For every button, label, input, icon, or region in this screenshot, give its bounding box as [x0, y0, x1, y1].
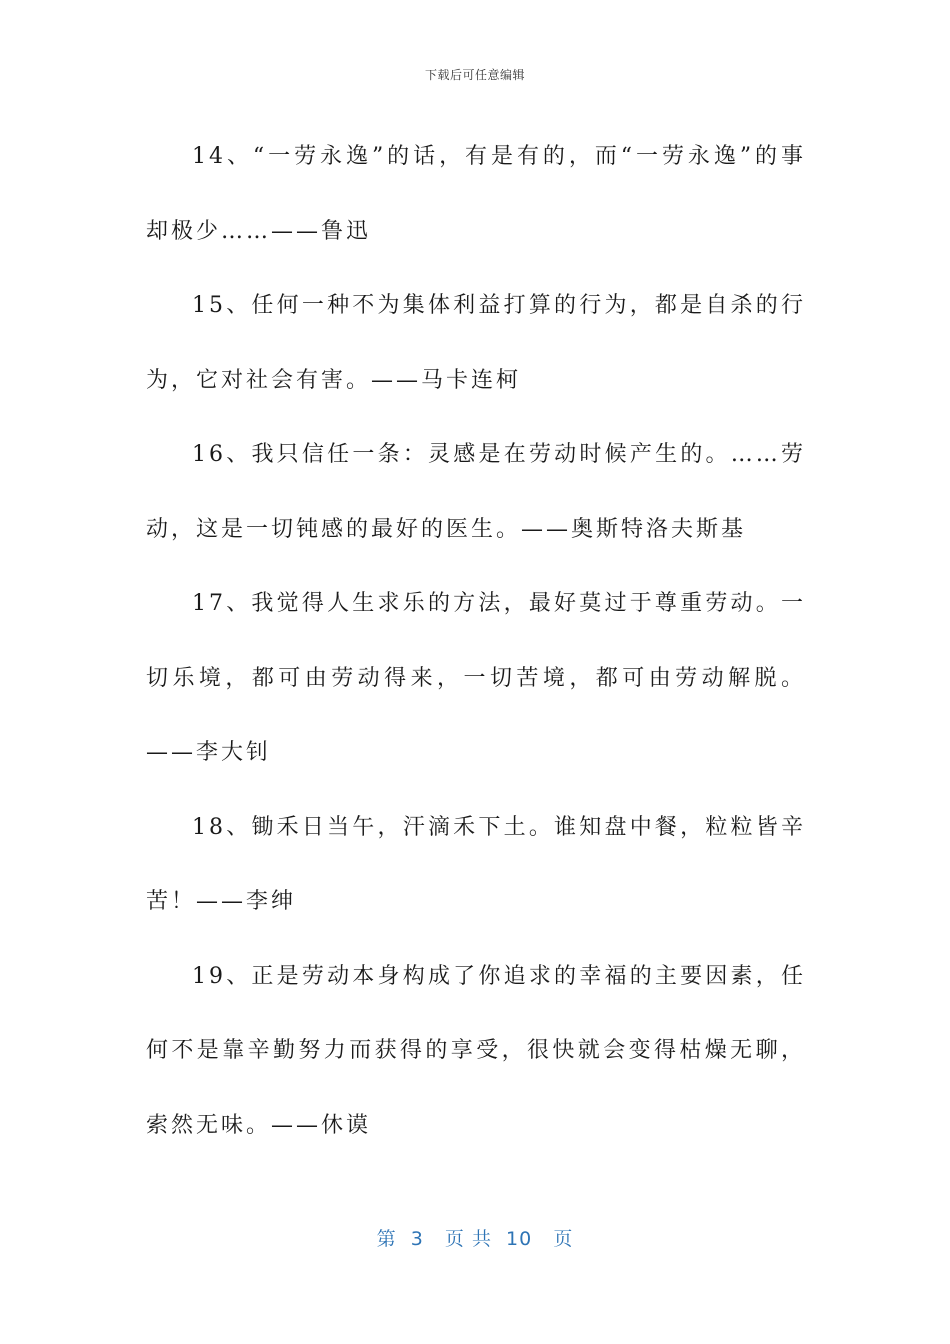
- quote-paragraph-19: 19、正是劳动本身构成了你追求的幸福的主要因素，任何不是靠辛勤努力而获得的享受，很快就会变得枯燥无聊，索然无味。——休谟: [146, 963, 806, 1138]
- page-number-footer: 第 3 页 共 10 页: [376, 1228, 574, 1250]
- header-note: 下载后可任意编辑: [424, 68, 525, 82]
- quote-paragraph-14: 14、“一劳永逸”的话，有是有的，而“一劳永逸”的事却极少……——鲁迅: [146, 144, 806, 244]
- quote-paragraph-15: 15、任何一种不为集体利益打算的行为，都是自杀的行为，它对社会有害。——马卡连柯: [146, 293, 806, 393]
- quote-paragraph-16: 16、我只信任一条：灵感是在劳动时候产生的。……劳动，这是一切钝感的最好的医生。——奥斯特洛夫斯基: [146, 442, 806, 542]
- quote-paragraph-17: 17、我觉得人生求乐的方法，最好莫过于尊重劳动。一切乐境，都可由劳动得来，一切苦境，都可由劳动解脱。——李大钊: [146, 591, 806, 765]
- quote-paragraph-18: 18、锄禾日当午，汗滴禾下土。谁知盘中餐，粒粒皆辛苦！——李绅: [146, 814, 806, 914]
- document-body: [146, 120, 806, 1163]
